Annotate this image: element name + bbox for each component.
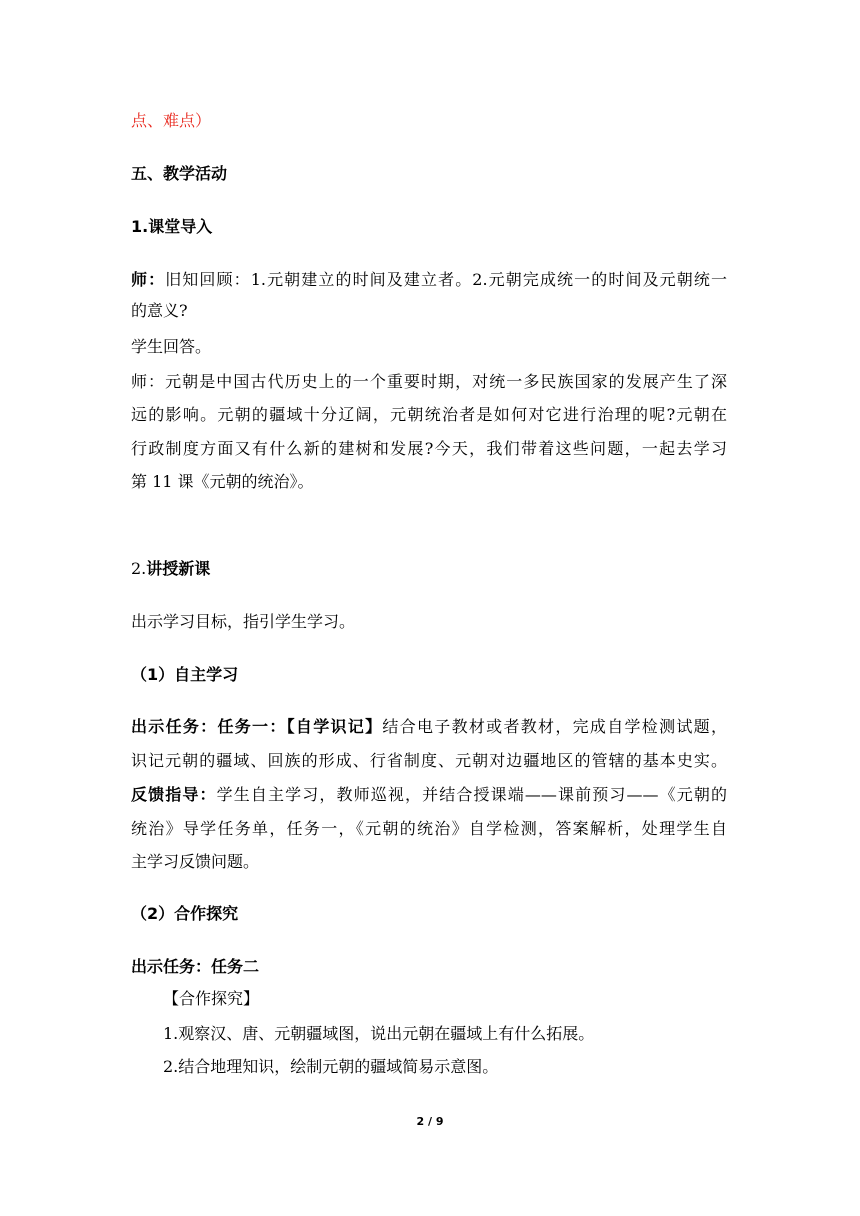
indented-line: 2.结合地理知识，绘制元朝的疆域简易示意图。 xyxy=(163,1057,499,1076)
text: 学生自主学习，教师巡视，并结合授课端——课前预习——《元朝的 xyxy=(216,785,727,804)
subsection-heading: 1.课堂导入 xyxy=(131,217,213,236)
paragraph-line: 行政制度方面又有什么新的建树和发展?今天，我们带着这些问题，一起去学习 xyxy=(131,439,727,458)
indented-line: 【合作探究】 xyxy=(163,989,260,1008)
heading-continuation: 点、难点） xyxy=(131,111,212,130)
subsection-heading: （1）自主学习 xyxy=(131,665,239,684)
indented-line: 1.观察汉、唐、元朝疆域图，说出元朝在疆域上有什么拓展。 xyxy=(163,1024,595,1043)
heading-text: 讲授新课 xyxy=(146,559,211,578)
paragraph-line: 统治》导学任务单，任务一，《元朝的统治》自学检测，答案解析，处理学生自 xyxy=(131,819,727,838)
paragraph-line: 师：元朝是中国古代历史上的一个重要时期，对统一多民族国家的发展产生了深 xyxy=(131,372,727,391)
task-label: 出示任务：任务一：【自学识记】 xyxy=(131,717,383,736)
feedback-label: 反馈指导： xyxy=(131,785,217,804)
paragraph-line: 识记元朝的疆域、回族的形成、行省制度、元朝对边疆地区的管辖的基本史实。 xyxy=(131,751,727,770)
text: 结合电子教材或者教材，完成自学检测试题， xyxy=(382,717,727,736)
text: 旧知回顾：1.元朝建立的时间及建立者。2.元朝完成统一的时间及元朝统一 xyxy=(165,270,727,289)
paragraph-line: 远的影响。元朝的疆域十分辽阔，元朝统治者是如何对它进行治理的呢?元朝在 xyxy=(131,405,727,424)
task-heading: 出示任务：任务二 xyxy=(131,957,260,976)
paragraph-line: 出示学习目标，指引学生学习。 xyxy=(131,612,356,631)
section-heading: 五、教学活动 xyxy=(131,164,228,183)
paragraph-line: 的意义? xyxy=(131,301,188,320)
subsection-heading: （2）合作探究 xyxy=(131,904,239,923)
paragraph-line: 主学习反馈问题。 xyxy=(131,852,260,871)
subsection-heading xyxy=(131,559,210,579)
paragraph-line xyxy=(131,717,727,737)
heading-number: 2. xyxy=(131,559,147,578)
paragraph-line: 学生回答。 xyxy=(131,337,212,356)
paragraph-line: 第 11 课《元朝的统治》。 xyxy=(131,472,314,491)
page-number: 2 / 9 xyxy=(416,1115,444,1128)
paragraph-line xyxy=(131,785,727,805)
paragraph-line xyxy=(131,270,727,290)
speaker-label: 师： xyxy=(131,270,166,289)
